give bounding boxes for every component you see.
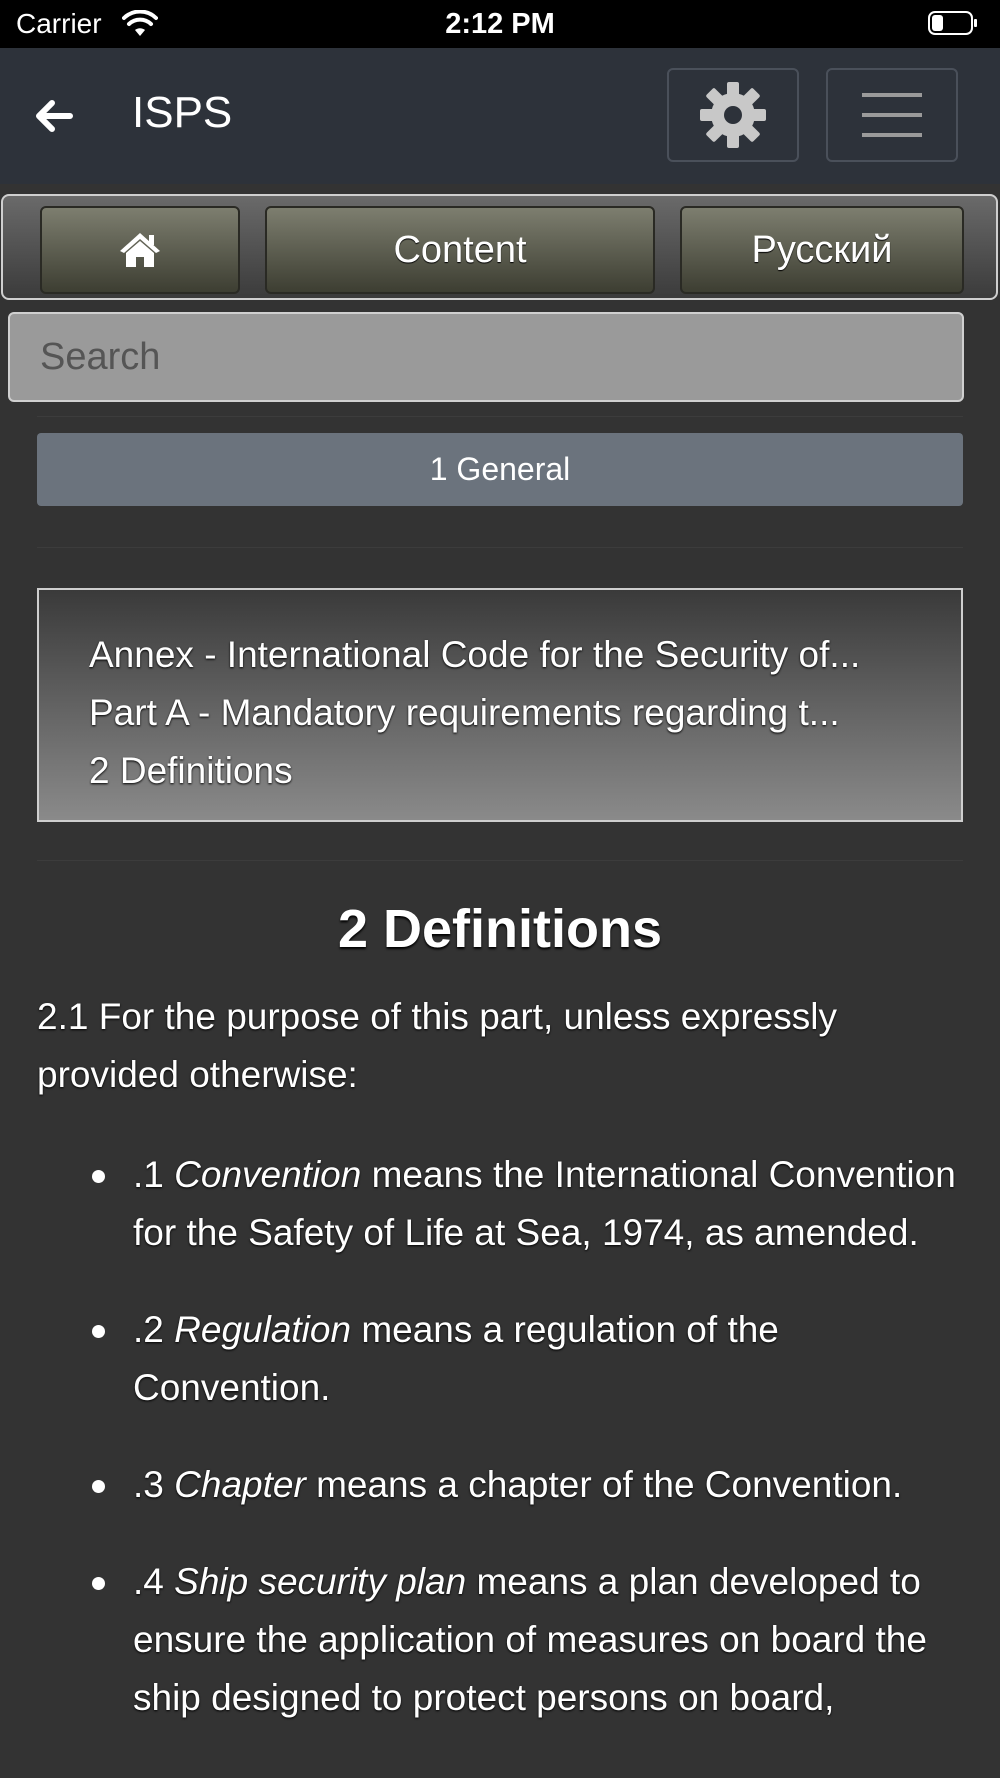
- list-item: [0, 1301, 963, 1417]
- intro-paragraph: 2.1 For the purpose of this part, unless expressly provided otherwise:: [37, 996, 838, 1095]
- definition-term: Regulation: [174, 1309, 352, 1350]
- clock: 2:12 PM: [445, 8, 555, 40]
- definition-text: means a chapter of the Convention.: [316, 1464, 903, 1505]
- home-button[interactable]: [40, 206, 240, 294]
- definition-term: Ship security plan: [174, 1561, 467, 1602]
- list-item: [0, 1553, 963, 1727]
- definition-number: .4: [133, 1561, 164, 1602]
- definition-term: Chapter: [174, 1464, 306, 1505]
- carrier-label: Carrier: [16, 8, 102, 39]
- content-button[interactable]: Content: [265, 206, 655, 294]
- battery-icon: [928, 11, 978, 35]
- bullet: [92, 1325, 105, 1338]
- search-input[interactable]: [8, 312, 964, 402]
- divider: [37, 416, 963, 417]
- hamburger-menu-icon: [862, 91, 922, 139]
- arrow-left-icon[interactable]: [34, 98, 74, 134]
- page-title: ISPS: [132, 88, 233, 137]
- definitions-list: [0, 1146, 1000, 1766]
- bullet: [92, 1577, 105, 1590]
- app-header: [0, 48, 1000, 184]
- home-icon: [118, 231, 162, 269]
- definition-number: .1: [133, 1154, 164, 1195]
- definition-text: means a regulation of the Convention.: [133, 1309, 779, 1408]
- divider: [37, 860, 963, 861]
- status-bar: [0, 0, 1000, 48]
- section-heading: 2 Definitions: [337, 899, 663, 959]
- bullet: [92, 1170, 105, 1183]
- breadcrumb: [37, 588, 963, 822]
- settings-button[interactable]: [667, 68, 799, 162]
- language-button[interactable]: Русский: [680, 206, 964, 294]
- section-button-general[interactable]: 1 General: [37, 433, 963, 506]
- definition-number: .3: [133, 1464, 164, 1505]
- nav-bar: [1, 194, 998, 300]
- bullet: [92, 1480, 105, 1493]
- breadcrumb-item-definitions[interactable]: 2 Definitions: [89, 750, 293, 791]
- breadcrumb-item-part-a[interactable]: Part A - Mandatory requirements regarding t...: [89, 692, 840, 733]
- menu-button[interactable]: [826, 68, 958, 162]
- definition-term: Convention: [174, 1154, 362, 1195]
- gear-icon: [698, 80, 768, 150]
- breadcrumb-item-annex[interactable]: Annex - International Code for the Security of...: [89, 634, 861, 675]
- list-item: [0, 1456, 963, 1514]
- definition-text: means a plan developed to ensure the application of measures on board the ship designed to protect persons on board,: [133, 1561, 927, 1718]
- list-item: [0, 1146, 963, 1262]
- definition-number: .2: [133, 1309, 164, 1350]
- definition-text: means the International Convention for the Safety of Life at Sea, 1974, as amended.: [133, 1154, 956, 1253]
- divider: [37, 547, 963, 548]
